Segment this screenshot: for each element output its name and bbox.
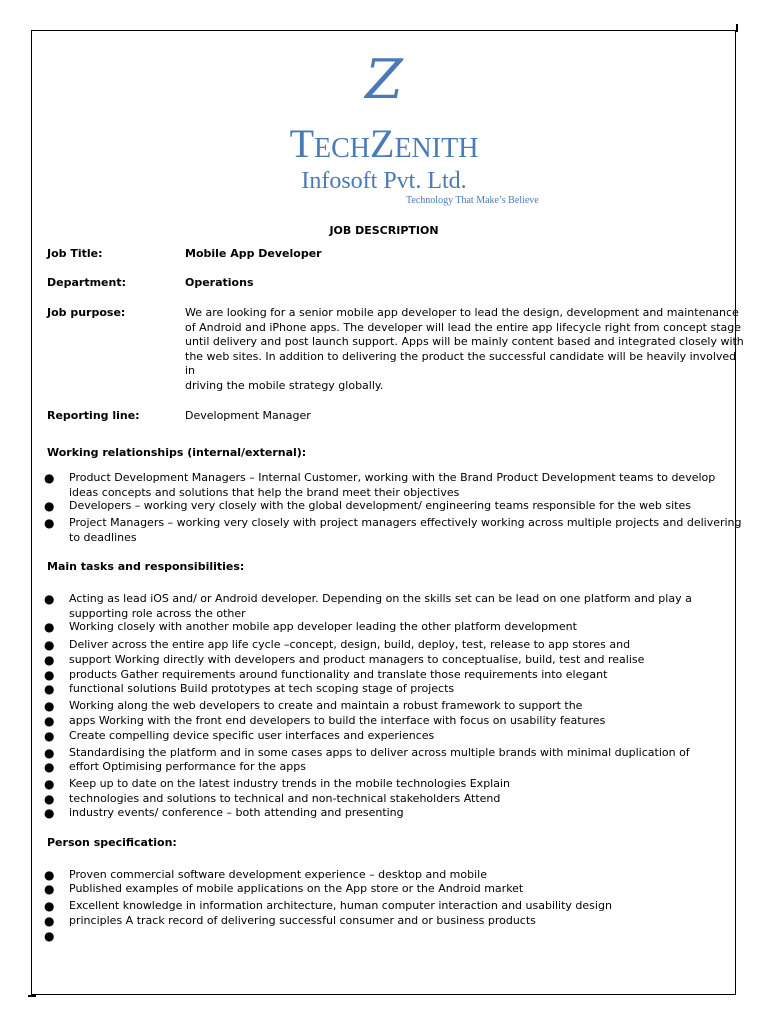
job-title-label: Job Title:	[47, 247, 103, 260]
bullet-icon: ●	[44, 746, 55, 760]
list-item: Standardising the platform and in some cases apps to deliver across multiple brands with minimal duplication of	[69, 746, 690, 759]
bullet-icon: ●	[44, 638, 55, 652]
list-item: principles A track record of delivering successful consumer and or business products	[69, 914, 536, 927]
list-item: Create compelling device specific user interfaces and experiences	[69, 729, 435, 742]
page-corner-mark	[736, 24, 738, 32]
bullet-icon: ●	[44, 760, 55, 774]
list-item: Proven commercial software development experience – desktop and mobile	[69, 868, 487, 881]
bullet-icon: ●	[44, 777, 55, 791]
list-item: Published examples of mobile applications on the App store or the Android market	[69, 882, 524, 895]
list-item: apps Working with the front end developers to build the interface with focus on usability features	[69, 714, 606, 727]
department-value: Operations	[185, 276, 254, 289]
list-item: Excellent knowledge in information architecture, human computer interaction and usability design	[69, 899, 612, 912]
list-item: functional solutions Build prototypes at tech scoping stage of projects	[69, 682, 455, 695]
page-corner-mark	[28, 995, 36, 997]
company-tagline: Technology That Make’s Believe	[406, 195, 539, 206]
list-item: Project Managers – working very closely with project managers effectively working across multiple projects and delivering to deadlines	[69, 516, 742, 544]
job-purpose-text: We are looking for a senior mobile app developer to lead the design, development and maintenance of Android and iPhone apps. The developer will lead the entire app lifecycle right from concept stage until delivery and post launch support. Apps will be mainly content based and integrated closely with the web sites. In addition to delivering the product the successful candidate will be heavily involved in driving the mobile strategy globally.	[185, 306, 744, 392]
reporting-line-value: Development Manager	[185, 409, 311, 422]
job-purpose-label: Job purpose:	[47, 306, 126, 319]
list-item: products Gather requirements around functionality and translate those requirements into elegant	[69, 668, 608, 681]
bullet-icon: ●	[44, 806, 55, 820]
bullet-icon: ●	[44, 792, 55, 806]
job-title-value: Mobile App Developer	[185, 247, 322, 260]
list-item: effort Optimising performance for the apps	[69, 760, 306, 773]
list-item: Product Development Managers – Internal Customer, working with the Brand Product Development teams to develop ideas concepts and solutions that help the brand meet their objectives	[69, 471, 716, 499]
bullet-icon: ●	[44, 914, 55, 928]
bullet-icon: ●	[44, 699, 55, 713]
main-tasks-title: Main tasks and responsibilities:	[47, 560, 245, 573]
person-spec-title: Person specification:	[47, 836, 177, 849]
bullet-icon: ●	[44, 592, 55, 606]
list-item: Working closely with another mobile app developer leading the other platform development	[69, 620, 577, 633]
list-item: industry events/ conference – both attending and presenting	[69, 806, 404, 819]
bullet-icon: ●	[44, 682, 55, 696]
list-item: Developers – working very closely with the global development/ engineering teams responsible for the web sites	[69, 499, 691, 512]
list-item: support Working directly with developers and product managers to conceptualise, build, test and realise	[69, 653, 645, 666]
document-heading: JOB DESCRIPTION	[329, 224, 439, 237]
bullet-icon: ●	[44, 499, 55, 513]
list-item: Working along the web developers to create and maintain a robust framework to support the	[69, 699, 583, 712]
bullet-icon: ●	[44, 653, 55, 667]
list-item: Acting as lead iOS and/ or Android developer. Depending on the skills set can be lead on one platform and play a supporting role across the other	[69, 592, 692, 620]
bullet-icon: ●	[44, 729, 55, 743]
bullet-icon: ●	[44, 868, 55, 882]
list-item: technologies and solutions to technical and non-technical stakeholders Attend	[69, 792, 501, 805]
list-item: Keep up to date on the latest industry trends in the mobile technologies Explain	[69, 777, 510, 790]
company-logo-z: Z	[365, 48, 403, 111]
department-label: Department:	[47, 276, 126, 289]
bullet-icon: ●	[44, 471, 55, 485]
bullet-icon: ●	[44, 899, 55, 913]
company-subtitle: Infosoft Pvt. Ltd.	[301, 168, 467, 194]
bullet-icon: ●	[44, 714, 55, 728]
reporting-line-label: Reporting line:	[47, 409, 140, 422]
bullet-icon: ●	[44, 620, 55, 634]
company-name: TECHZENITH	[289, 121, 479, 166]
list-item: Deliver across the entire app life cycle –concept, design, build, deploy, test, release to app stores and	[69, 638, 631, 651]
working-relationships-title: Working relationships (internal/external):	[47, 446, 307, 459]
bullet-icon: ●	[44, 516, 55, 530]
bullet-icon: ●	[44, 929, 55, 943]
bullet-icon: ●	[44, 668, 55, 682]
bullet-icon: ●	[44, 882, 55, 896]
